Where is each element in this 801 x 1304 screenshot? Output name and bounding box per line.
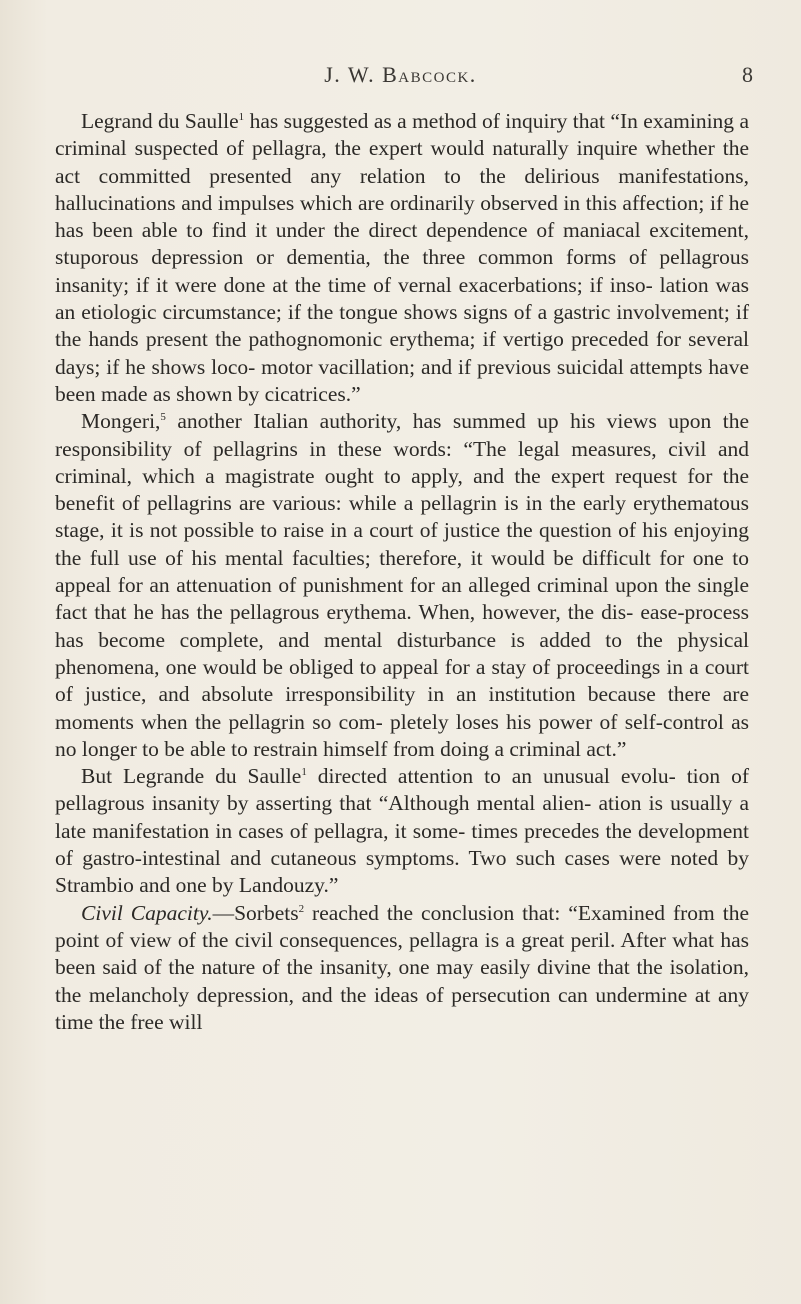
- text-segment: But Legrande du Saulle: [81, 764, 302, 789]
- paragraph-legrand-du-saulle: [55, 108, 749, 408]
- text-segment: directed attention to an unusual evolu- tion of pellagrous insanity by asserting that “Although mental alien- ation is usually a late manifestation in cases of pellagra, it some- times precedes the development of gastro-intestinal and cutaneous symptoms. Two such cases were noted by Strambio and one by Landouzy.”: [55, 764, 749, 898]
- footnote-ref: 2: [298, 902, 305, 915]
- footnote-ref: 1: [238, 110, 245, 123]
- text-segment: Legrand du Saulle: [81, 109, 239, 133]
- paragraph-legrande-evolution: [55, 763, 749, 899]
- running-head: [0, 62, 801, 92]
- text-segment: Mongeri,: [81, 409, 161, 434]
- text-segment: another Italian authority, has summed up his views upon the responsibility of pellagrins in these words: “The legal measures, civil and criminal, which a magistrate ought to apply, and the expert request for the benefit of pellagrins are various: while a pellagrin is in the early erythematous stage, it is not possible to raise in a court of justice the question of his enjoying the full use of his mental faculties; therefore, it would be difficult for one to appeal for an attenuation of punishment for an alleged criminal upon the single fact that he has the pellagrous erythema. When, however, the dis- ease-process has become complete, and mental disturbance is added to the physical phenomena, one would be obliged to appeal for a stay of proceedings in a court of justice, and absolute irresponsibility in an institution because there are moments when the pellagrin so com- pletely loses his power of self-control as no longer to be able to restrain himself from doing a criminal act.”: [55, 409, 749, 761]
- running-head-author: J. W. Babcock.: [324, 62, 477, 87]
- body-text: [55, 108, 749, 1036]
- footnote-ref: 5: [160, 411, 166, 424]
- page-number: 8: [742, 62, 753, 87]
- paragraph-mongeri: [55, 408, 749, 763]
- text-segment: —Sorbets: [212, 900, 299, 925]
- text-segment: has suggested as a method of inquiry that “In examining a criminal suspected of pellagra, the expert would naturally inquire whether the act committed presented any relation to the delirious manifestations, hallucinations and impulses which are ordinarily observed in this affection; if he has been able to find it under the direct dependence of maniacal excitement, stuporous depression or dementia, the three common forms of pellagrous insanity; if it were done at the time of vernal exacerbations; if inso- lation was an etiologic circumstance; if the tongue shows signs of a gastric involvement; if the hands present the pathognomonic erythema; if vertigo preceded for several days; if he shows loco- motor vacillation; and if previous suicidal attempts have been made as shown by cicatrices.”: [55, 109, 749, 406]
- section-heading-civil-capacity: Civil Capacity.: [81, 900, 213, 925]
- footnote-ref: 1: [301, 765, 307, 778]
- text-segment: reached the conclusion that: “Examined from the point of view of the civil consequences, pellagra is a great peril. After what has been said of the nature of the insanity, one may easily divine that the isolation, the melancholy depression, and the ideas of persecution can undermine at any time the free will: [55, 900, 749, 1034]
- paragraph-civil-capacity: [55, 900, 749, 1036]
